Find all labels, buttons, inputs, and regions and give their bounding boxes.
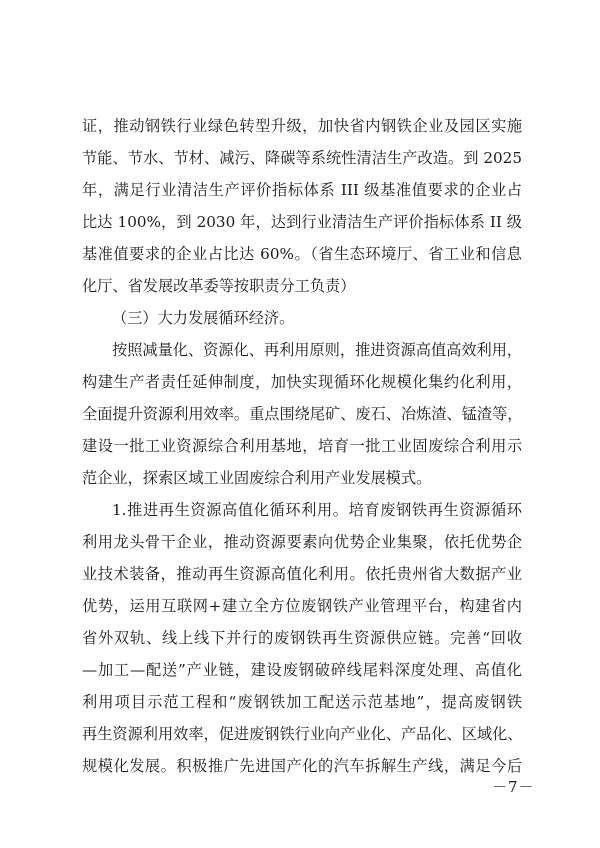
paragraph-line: —加工—配送”产业链，建设废钢破碎线尾料深度处理、高值化 (82, 661, 522, 679)
paragraph-line: 规模化发展。积极推广先进国产化的汽车拆解生产线，满足今后 (82, 757, 522, 775)
paragraph-line: 再生资源利用效率，促进废钢铁行业向产业化、产品化、区域化、 (82, 725, 522, 743)
paragraph-line: 年，满足行业清洁生产评价指标体系 III 级基准值要求的企业占 (82, 181, 522, 199)
paragraph-line: 全面提升资源利用效率。重点围绕尾矿、废石、冶炼渣、锰渣等， (82, 405, 522, 423)
paragraph-line: 基准值要求的企业占比达 60%。（省生态环境厅、省工业和信息 (82, 245, 522, 263)
paragraph-line: 范企业，探索区域工业固废综合利用产业发展模式。 (82, 469, 432, 487)
paragraph-line: 省外双轨、线上线下并行的废钢铁再生资源供应链。完善“回收 (82, 629, 522, 647)
paragraph-line: 比达 100%，到 2030 年，达到行业清洁生产评价指标体系 II 级 (82, 213, 522, 231)
paragraph-line: 建设一批工业资源综合利用基地，培育一批工业固废综合利用示 (82, 437, 522, 455)
paragraph-line: 按照减量化、资源化、再利用原则，推进资源高值高效利用， (112, 341, 522, 359)
paragraph-line: 1.推进再生资源高值化循环利用。培育废钢铁再生资源循环 (112, 501, 522, 519)
paragraph-line: 证，推动钢铁行业绿色转型升级，加快省内钢铁企业及园区实施 (82, 117, 522, 135)
paragraph-line: 业技术装备，推动再生资源高值化利用。依托贵州省大数据产业 (82, 565, 522, 583)
paragraph-line: 化厅、省发展改革委等按职责分工负责） (82, 277, 356, 295)
paragraph-line: 构建生产者责任延伸制度，加快实现循环化规模化集约化利用， (82, 373, 522, 391)
paragraph-line: 优势，运用互联网+建立全方位废钢铁产业管理平台，构建省内 (82, 597, 522, 615)
paragraph-line: 利用项目示范工程和“废钢铁加工配送示范基地”，提高废钢铁 (82, 693, 522, 711)
page-number: －7－ (492, 778, 535, 796)
paragraph-line: 节能、节水、节材、减污、降碳等系统性清洁生产改造。到 2025 (82, 149, 522, 167)
section-heading: （三）大力发展循环经济。 (112, 309, 295, 327)
paragraph-line: 利用龙头骨干企业，推动资源要素向优势企业集聚，依托优势企 (82, 533, 522, 551)
